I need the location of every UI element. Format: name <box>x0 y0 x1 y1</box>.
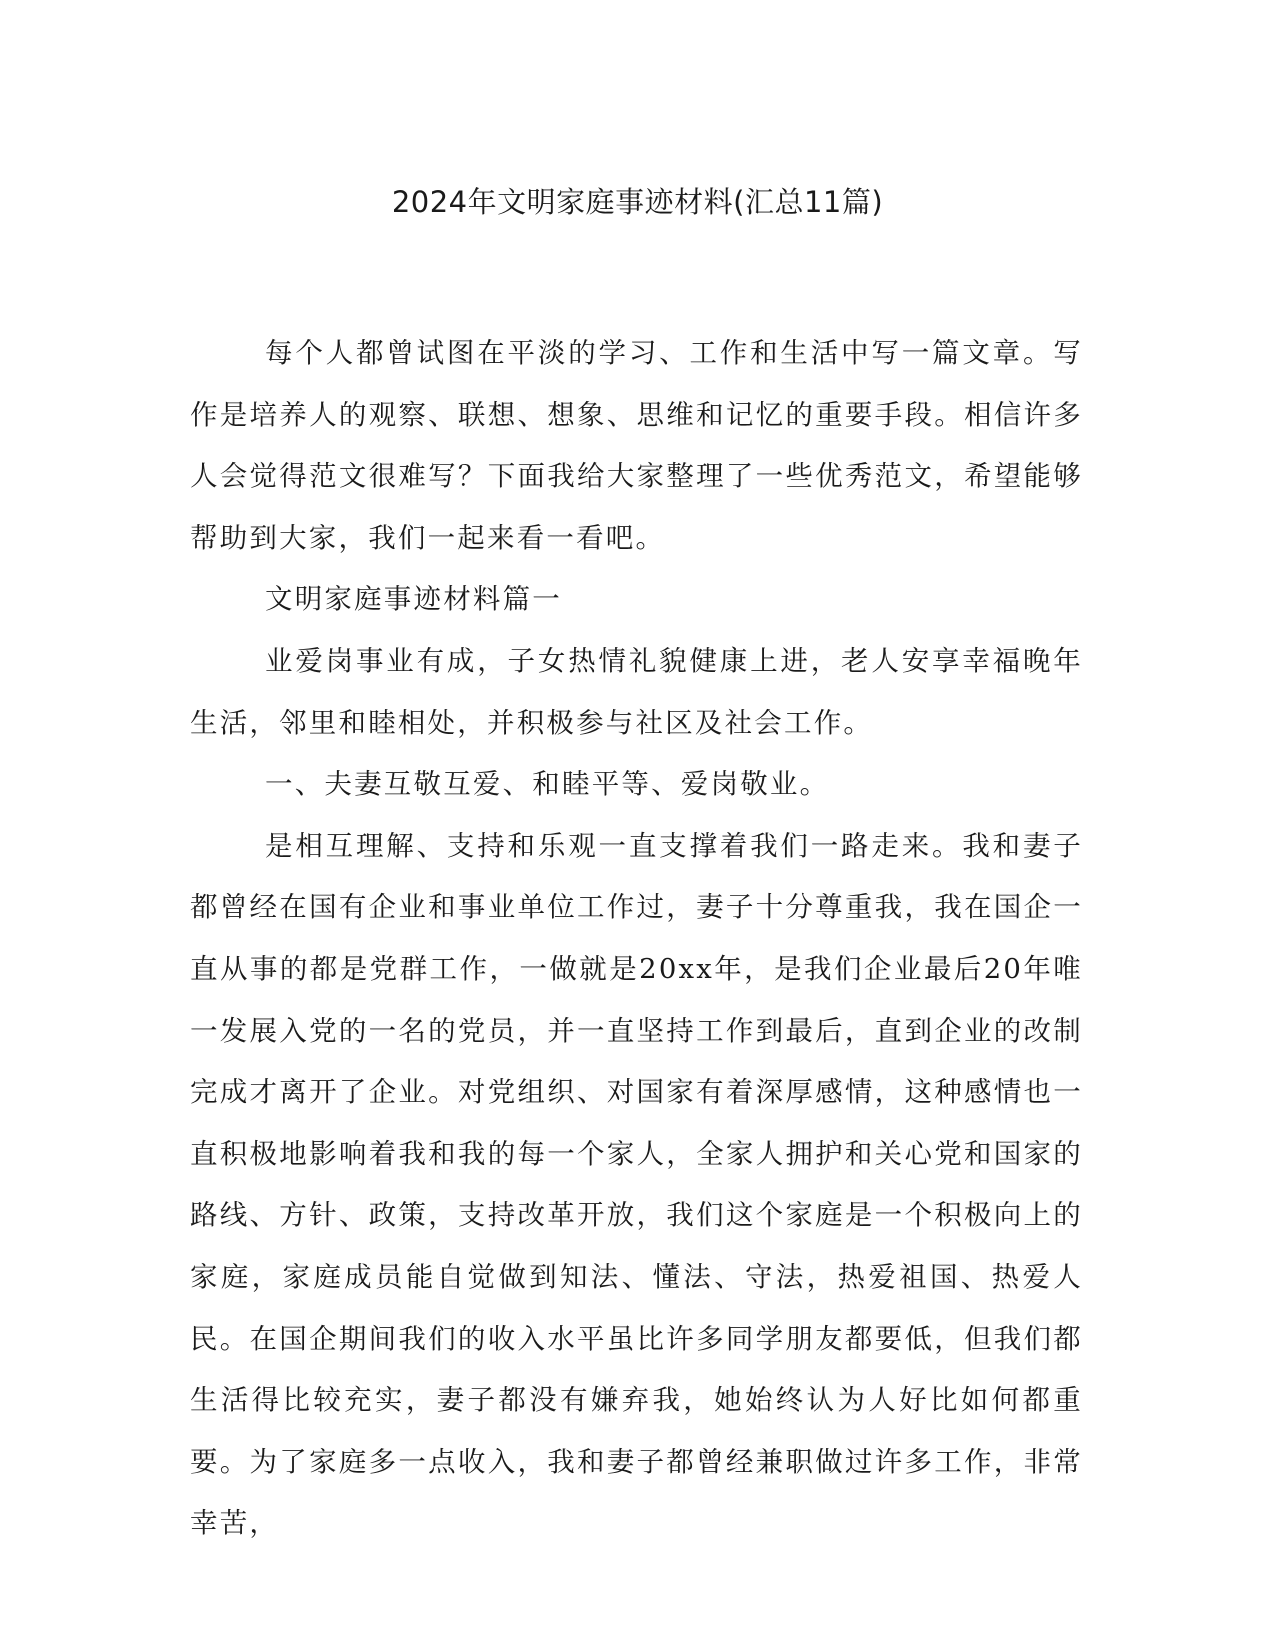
document-body <box>190 323 1083 1555</box>
intro-paragraph: 每个人都曾试图在平淡的学习、工作和生活中写一篇文章。写作是培养人的观察、联想、想象、思维和记忆的重要手段。相信许多人会觉得范文很难写？下面我给大家整理了一些优秀范文，希望能够帮助到大家，我们一起来看一看吧。 <box>190 337 1083 554</box>
section-heading: 文明家庭事迹材料篇一 <box>265 583 562 616</box>
body-paragraph: 是相互理解、支持和乐观一直支撑着我们一路走来。我和妻子都曾经在国有企业和事业单位工作过，妻子十分尊重我，我在国企一直从事的都是党群工作，一做就是20xx年，是我们企业最后20年唯一发展入党的一名的党员，并一直坚持工作到最后，直到企业的改制完成才离开了企业。对党组织、对国家有着深厚感情，这种感情也一直积极地影响着我和我的每一个家人，全家人拥护和关心党和国家的路线、方针、政策，支持改革开放，我们这个家庭是一个积极向上的家庭，家庭成员能自觉做到知法、懂法、守法，热爱祖国、热爱人民。在国企期间我们的收入水平虽比许多同学朋友都要低，但我们都生活得比较充实，妻子都没有嫌弃我，她始终认为人好比如何都重要。为了家庭多一点收入，我和妻子都曾经兼职做过许多工作，非常幸苦， <box>190 829 1083 1540</box>
subsection-heading: 一、夫妻互敬互爱、和睦平等、爱岗敬业。 <box>265 768 830 801</box>
summary-paragraph: 业爱岗事业有成，子女热情礼貌健康上进，老人安享幸福晚年生活，邻里和睦相处，并积极参与社区及社会工作。 <box>190 644 1083 739</box>
document-title: 2024年文明家庭事迹材料(汇总11篇) <box>391 185 884 219</box>
